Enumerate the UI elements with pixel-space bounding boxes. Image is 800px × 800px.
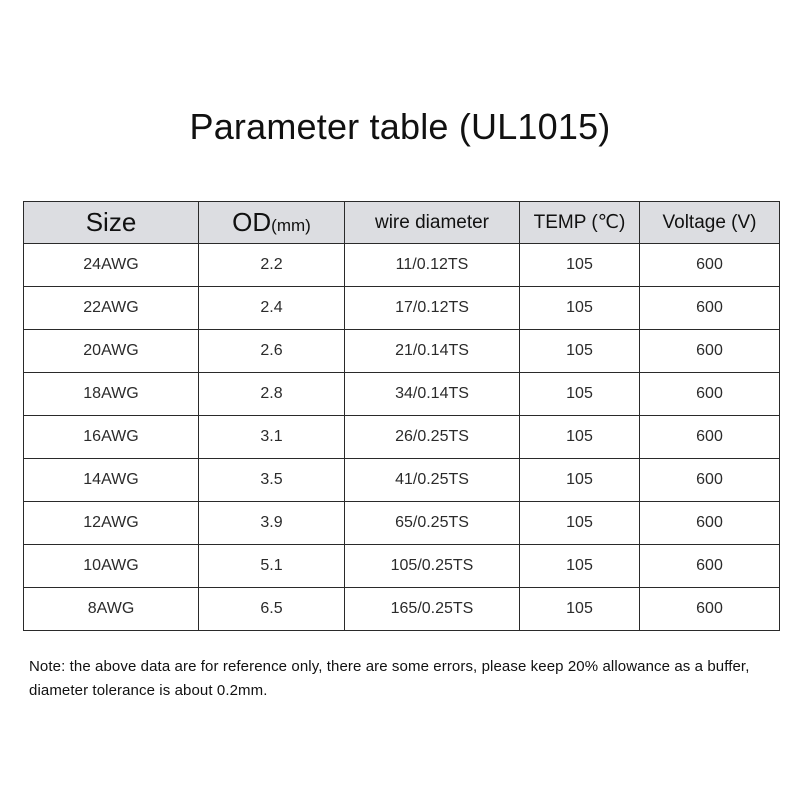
header-wire-diameter: wire diameter (345, 202, 520, 244)
cell-wire-diameter: 11/0.12TS (345, 244, 520, 287)
table-row (24, 330, 780, 373)
cell-temp: 105 (520, 545, 640, 588)
table-row (24, 244, 780, 287)
cell-wire-diameter: 26/0.25TS (345, 416, 520, 459)
cell-od: 3.9 (199, 502, 345, 545)
cell-size: 8AWG (24, 588, 199, 631)
cell-voltage: 600 (640, 287, 780, 330)
cell-od: 3.1 (199, 416, 345, 459)
cell-voltage: 600 (640, 416, 780, 459)
table-header-row (24, 202, 780, 244)
cell-wire-diameter: 65/0.25TS (345, 502, 520, 545)
header-od: OD(mm) (199, 202, 345, 244)
cell-wire-diameter: 165/0.25TS (345, 588, 520, 631)
header-size: Size (24, 202, 199, 244)
cell-od: 2.4 (199, 287, 345, 330)
parameter-table (23, 201, 780, 631)
cell-size: 10AWG (24, 545, 199, 588)
cell-size: 14AWG (24, 459, 199, 502)
note-text: Note: the above data are for reference only, there are some errors, please keep 20% allowance as a buffer, diameter tolerance is about 0.2mm. (29, 658, 750, 699)
table-body (24, 244, 780, 631)
cell-voltage: 600 (640, 330, 780, 373)
cell-size: 12AWG (24, 502, 199, 545)
table-row (24, 459, 780, 502)
table-row (24, 287, 780, 330)
header-temp: TEMP (℃) (520, 202, 640, 244)
cell-wire-diameter: 34/0.14TS (345, 373, 520, 416)
cell-voltage: 600 (640, 373, 780, 416)
cell-od: 2.8 (199, 373, 345, 416)
cell-voltage: 600 (640, 459, 780, 502)
cell-od: 6.5 (199, 588, 345, 631)
cell-od: 5.1 (199, 545, 345, 588)
cell-od: 2.6 (199, 330, 345, 373)
cell-size: 20AWG (24, 330, 199, 373)
table-row (24, 588, 780, 631)
cell-wire-diameter: 105/0.25TS (345, 545, 520, 588)
cell-voltage: 600 (640, 502, 780, 545)
table-row (24, 545, 780, 588)
header-voltage: Voltage (V) (640, 202, 780, 244)
cell-wire-diameter: 21/0.14TS (345, 330, 520, 373)
table-row (24, 416, 780, 459)
cell-temp: 105 (520, 416, 640, 459)
cell-voltage: 600 (640, 244, 780, 287)
cell-temp: 105 (520, 459, 640, 502)
cell-temp: 105 (520, 373, 640, 416)
cell-voltage: 600 (640, 545, 780, 588)
cell-temp: 105 (520, 287, 640, 330)
cell-voltage: 600 (640, 588, 780, 631)
table-row (24, 502, 780, 545)
cell-size: 22AWG (24, 287, 199, 330)
cell-od: 2.2 (199, 244, 345, 287)
cell-wire-diameter: 41/0.25TS (345, 459, 520, 502)
cell-size: 24AWG (24, 244, 199, 287)
cell-temp: 105 (520, 244, 640, 287)
cell-size: 18AWG (24, 373, 199, 416)
cell-wire-diameter: 17/0.12TS (345, 287, 520, 330)
cell-temp: 105 (520, 502, 640, 545)
cell-temp: 105 (520, 588, 640, 631)
page-title: Parameter table (UL1015) (189, 106, 611, 147)
cell-temp: 105 (520, 330, 640, 373)
cell-od: 3.5 (199, 459, 345, 502)
cell-size: 16AWG (24, 416, 199, 459)
table-row (24, 373, 780, 416)
